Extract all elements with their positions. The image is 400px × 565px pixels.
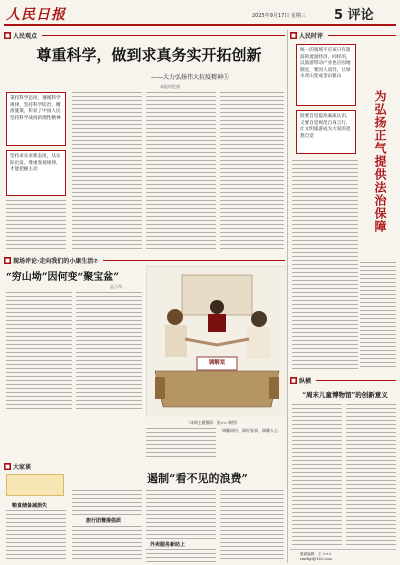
- panorama-body-col-2: [346, 404, 396, 546]
- section-rule: [328, 35, 396, 36]
- lead-body-col-2: [72, 92, 142, 250]
- section-marker-icon: ■: [5, 32, 10, 39]
- section-big-label: 大家谈: [13, 464, 32, 471]
- panorama-headline: “周末儿童博物馆”的创新意义: [302, 391, 388, 399]
- scene-byline: 孟子昂: [110, 284, 122, 289]
- section-marker-icon: ■: [291, 32, 296, 39]
- big-body-col-2a: [72, 490, 142, 516]
- illustration-caption: （本期主题摄影：张×× 制图）: [186, 420, 240, 425]
- big-body-col-1: [6, 510, 66, 562]
- daily-quote-1: 统一的领域不应该只有旅游的流量经济，同样的，以旅游带动产业也应因地制宜，要因人而异，让绿水青山变成金山银山: [296, 44, 356, 106]
- mediation-scene-illustration: [147, 267, 287, 417]
- lead-quote-1: 秉持科学态度，遵循科学规律，坚持科学防治、精准施策，彰显了中国人民坚持科学战疫的理性精神: [6, 92, 66, 146]
- section-daily: [290, 31, 396, 40]
- section-panorama: [290, 376, 396, 385]
- lead-byline: 本报评论部: [160, 84, 180, 89]
- big-col-1-title: 粮食储备减损失: [12, 503, 48, 509]
- daily-body-col-2: [360, 262, 396, 370]
- page-number: 5: [334, 8, 344, 23]
- page-name: 评论: [347, 8, 374, 23]
- daily-body-col-1: [292, 160, 358, 370]
- scene-headline: “穷山坳”因何变“聚宝盆”: [6, 272, 120, 283]
- section-panorama-label: 纵横: [299, 378, 312, 385]
- big-promo-box: [6, 474, 64, 496]
- big-body-col-3b: [146, 549, 216, 562]
- section-rule: [316, 380, 396, 381]
- section-marker-icon: ■: [5, 257, 10, 264]
- big-col-2-title: 旅行团餐提倡质: [86, 518, 122, 524]
- top-rule: [4, 24, 396, 26]
- scene-poem: 调解纠纷，调好家事，调顺人心: [222, 428, 278, 433]
- lead-headline: 尊重科学，做到求真务实开拓创新: [36, 46, 262, 64]
- date-line: 2025年9月17日 星期三: [252, 13, 306, 19]
- lead-body-col-4: [220, 92, 284, 250]
- big-headline: 遏制“看不见的浪费”: [147, 472, 248, 485]
- section-daily-label: 人民时评: [299, 33, 324, 40]
- scene-body-col-1: [6, 292, 72, 412]
- footer-email: rmrbpl@163.com: [300, 557, 332, 561]
- footer-rule: [290, 549, 396, 550]
- page-label: [334, 4, 374, 23]
- daily-vertical-title: 为弘扬正气提供法治保障: [373, 90, 387, 233]
- big-body-col-2b: [72, 526, 142, 562]
- big-body-col-4: [220, 490, 284, 562]
- section-marker-icon: ■: [5, 463, 10, 470]
- lead-subtitle: ——大力弘扬伟大抗疫精神⑤: [150, 74, 229, 81]
- big-col-3-title: 外卖服务新助上: [150, 542, 186, 548]
- section-marker-icon: ■: [291, 377, 296, 384]
- section-lead-label: 人民观点: [13, 33, 38, 40]
- lead-body-col-1: [6, 200, 66, 250]
- section-lead: [4, 31, 285, 40]
- section-scene-label: 现场评论·走向我们的小康生活⑦: [13, 258, 99, 265]
- section-rule: [42, 35, 285, 36]
- column-divider: [287, 30, 288, 563]
- footer-editor: 版面编辑：王 ×××: [300, 552, 332, 556]
- section-rule: [103, 260, 285, 261]
- scene-body-col-2: [76, 292, 142, 412]
- big-body-col-3a: [146, 490, 216, 540]
- masthead: 人民日报: [6, 7, 66, 23]
- section-big: [4, 462, 64, 471]
- lead-body-col-3: [146, 92, 216, 250]
- section-scene: [4, 256, 285, 265]
- scene-body-col-3: [146, 428, 216, 458]
- panorama-body-col-1: [292, 404, 342, 546]
- lead-quote-2: 坚持求实求新态度，从实际出发、尊重客观规律，才能把握主动: [6, 150, 66, 196]
- illustration: [146, 266, 286, 416]
- daily-quote-2: 既要自觉提高素质认识，又要自觉规范自身言行，让文明旅游成为大家的思想自觉: [296, 110, 356, 154]
- mediation-sign: 调解室: [208, 360, 226, 366]
